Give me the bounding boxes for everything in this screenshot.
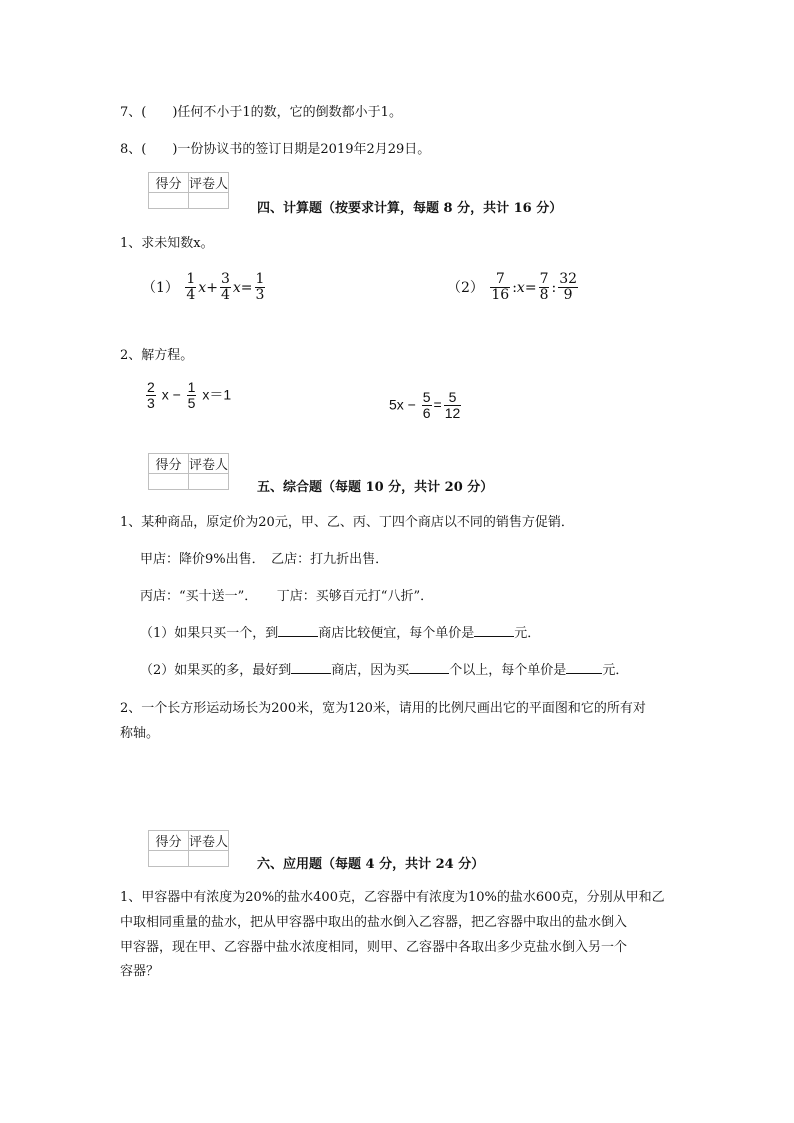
- denominator: 16: [491, 287, 510, 304]
- operator: +: [206, 279, 218, 296]
- grader-label: 评卷人: [189, 454, 229, 474]
- numerator: 1: [186, 271, 196, 287]
- s5-sub-question-1: [140, 622, 540, 641]
- s4-question-1: 1、求未知数x。: [120, 236, 214, 251]
- s5-sub-question-2: [140, 659, 628, 678]
- text-part: 元．: [602, 663, 629, 678]
- numerator: 32: [559, 271, 578, 287]
- score-label: 得分: [149, 454, 189, 474]
- s6-question-1-line-2: 中取相同重量的盐水，把从甲容器中取出的盐水倒入乙容器，把乙容器中取出的盐水倒入: [120, 915, 628, 930]
- fraction: [220, 272, 231, 304]
- fraction: [185, 272, 196, 304]
- variable: x: [232, 279, 241, 296]
- denominator: 4: [220, 287, 230, 304]
- score-box: [148, 830, 229, 867]
- text-part: 商店，因为买: [331, 663, 410, 678]
- answer-blank[interactable]: [291, 661, 331, 674]
- denominator: 3: [147, 395, 155, 412]
- fraction: [490, 272, 510, 304]
- score-label: 得分: [149, 831, 189, 851]
- text-part: 元．: [514, 626, 541, 641]
- answer-blank[interactable]: [409, 661, 449, 674]
- equation-3: [144, 380, 231, 412]
- section-4-title: 四、计算题（按要求计算，每题 8 分，共计 16 分）: [257, 201, 563, 216]
- answer-blank[interactable]: [474, 624, 514, 637]
- score-cell[interactable]: [149, 193, 189, 209]
- grader-cell[interactable]: [189, 193, 229, 209]
- fraction: [539, 272, 550, 304]
- equation-2: [447, 272, 580, 304]
- operator: =: [524, 279, 537, 296]
- fraction: [422, 390, 432, 422]
- numerator: 5: [422, 389, 431, 405]
- numerator: 7: [495, 271, 505, 287]
- equation-rest: x＝1: [202, 386, 232, 403]
- grader-label: 评卷人: [189, 173, 229, 193]
- eq1-label: （1）: [142, 279, 179, 296]
- text-part: 个以上，每个单价是: [449, 663, 567, 678]
- s4-question-2: 2、解方程。: [120, 348, 194, 363]
- fraction: [558, 272, 578, 304]
- s5-shop-line-a: 甲店：降价9%出售． 乙店：打九折出售．: [140, 552, 389, 567]
- s6-question-1-line-1: 1、甲容器中有浓度为20%的盐水400克，乙容器中有浓度为10%的盐水600克，分别从甲和乙: [120, 890, 665, 905]
- denominator: 6: [422, 405, 431, 422]
- denominator: 12: [444, 405, 461, 422]
- answer-blank[interactable]: [566, 661, 602, 674]
- score-cell[interactable]: [149, 851, 189, 867]
- text-part: （2）如果买的多，最好到: [140, 663, 292, 678]
- fraction: [255, 272, 266, 304]
- question-8: 8、( )一份协议书的签订日期是2019年2月29日。: [120, 142, 431, 157]
- s6-question-1-line-4: 容器？: [120, 964, 160, 979]
- s5-question-2-line-1: 2、一个长方形运动场长为200米，宽为120米，请用的比例尺画出它的平面图和它的所有对: [120, 701, 646, 716]
- text-part: （1）如果只买一个，到: [140, 626, 279, 641]
- grader-label: 评卷人: [189, 831, 229, 851]
- question-7: 7、( )任何不小于1的数，它的倒数都小于1。: [120, 105, 402, 120]
- numerator: 1: [187, 379, 196, 395]
- s5-question-2-line-2: 称轴。: [120, 726, 160, 741]
- variable: x: [516, 279, 525, 296]
- score-cell[interactable]: [149, 474, 189, 490]
- numerator: 3: [220, 271, 230, 287]
- numerator: 7: [539, 271, 549, 287]
- variable-term: x −: [161, 386, 181, 403]
- denominator: 4: [186, 287, 196, 304]
- equation-4: [389, 390, 463, 422]
- s6-question-1-line-3: 甲容器，现在甲、乙容器中盐水浓度相同，则甲、乙容器中各取出多少克盐水倒入另一个: [120, 940, 628, 955]
- section-6-title: 六、应用题（每题 4 分，共计 24 分）: [257, 857, 485, 872]
- score-box: [148, 172, 229, 209]
- text-part: 商店比较便宜，每个单价是: [318, 626, 475, 641]
- variable: x: [198, 279, 207, 296]
- fraction: [187, 380, 197, 412]
- denominator: 8: [539, 287, 549, 304]
- operator: :: [551, 279, 557, 296]
- operator: =: [433, 396, 442, 413]
- numerator: 2: [147, 379, 155, 395]
- grader-cell[interactable]: [189, 474, 229, 490]
- fraction: [146, 380, 156, 412]
- fraction: [444, 390, 462, 422]
- grader-cell[interactable]: [189, 851, 229, 867]
- answer-blank[interactable]: [278, 624, 318, 637]
- score-label: 得分: [149, 173, 189, 193]
- s5-shop-line-b: 丙店：“买十送一”． 丁店：买够百元打“八折”．: [140, 589, 434, 604]
- denominator: 3: [255, 287, 265, 304]
- eq2-label: （2）: [447, 279, 484, 296]
- section-5-title: 五、综合题（每题 10 分，共计 20 分）: [257, 480, 494, 495]
- numerator: 5: [448, 389, 457, 405]
- equation-lead: 5x −: [389, 396, 416, 413]
- denominator: 9: [558, 287, 578, 303]
- numerator: 1: [255, 271, 265, 287]
- operator: =: [240, 279, 253, 296]
- denominator: 5: [187, 395, 196, 412]
- score-box: [148, 453, 229, 490]
- equation-1: [142, 272, 267, 304]
- operator: :: [512, 279, 517, 296]
- s5-question-1: 1、某种商品，原定价为20元，甲、乙、丙、丁四个商店以不同的销售方促销．: [120, 515, 574, 530]
